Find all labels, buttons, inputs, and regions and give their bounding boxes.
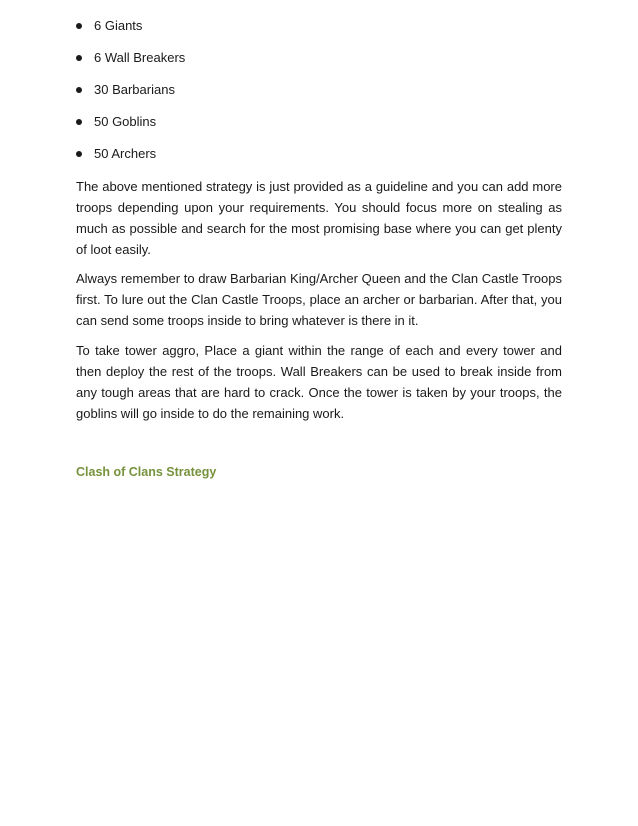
troop-list [76, 17, 566, 177]
list-item-text: 6 Giants [94, 18, 143, 33]
list-item [76, 113, 566, 145]
bullet-icon [76, 23, 82, 29]
section-heading: Clash of Clans Strategy [76, 465, 217, 479]
list-item [76, 17, 566, 49]
bullet-icon [76, 119, 82, 125]
list-item-text: 50 Goblins [94, 114, 157, 129]
tower-aggro-paragraph: To take tower aggro, Place a giant within the range of each and every tower and then deploy the rest of the troops. Wall Breakers can be used to break inside from any tough areas that are hard to crack. Once the tower is taken by your troops, the goblins will go inside to do the remaining work. [76, 343, 562, 421]
list-item-text: 30 Barbarians [94, 82, 175, 97]
list-item-text: 50 Archers [94, 146, 157, 161]
list-item [76, 145, 566, 177]
list-item [76, 81, 566, 113]
bullet-icon [76, 151, 82, 157]
bullet-icon [76, 55, 82, 61]
strategy-guideline-paragraph: The above mentioned strategy is just provided as a guideline and you can add more troops depending upon your requirements. You should focus more on stealing as much as possible and search for the most promising base where you can get plenty of loot easily. [76, 179, 562, 257]
list-item-text: 6 Wall Breakers [94, 50, 186, 65]
list-item [76, 49, 566, 81]
bullet-icon [76, 87, 82, 93]
clan-castle-paragraph: Always remember to draw Barbarian King/Archer Queen and the Clan Castle Troops first. To lure out the Clan Castle Troops, place an archer or barbarian. After that, you can send some troops inside to bring whatever is there in it. [76, 271, 562, 328]
